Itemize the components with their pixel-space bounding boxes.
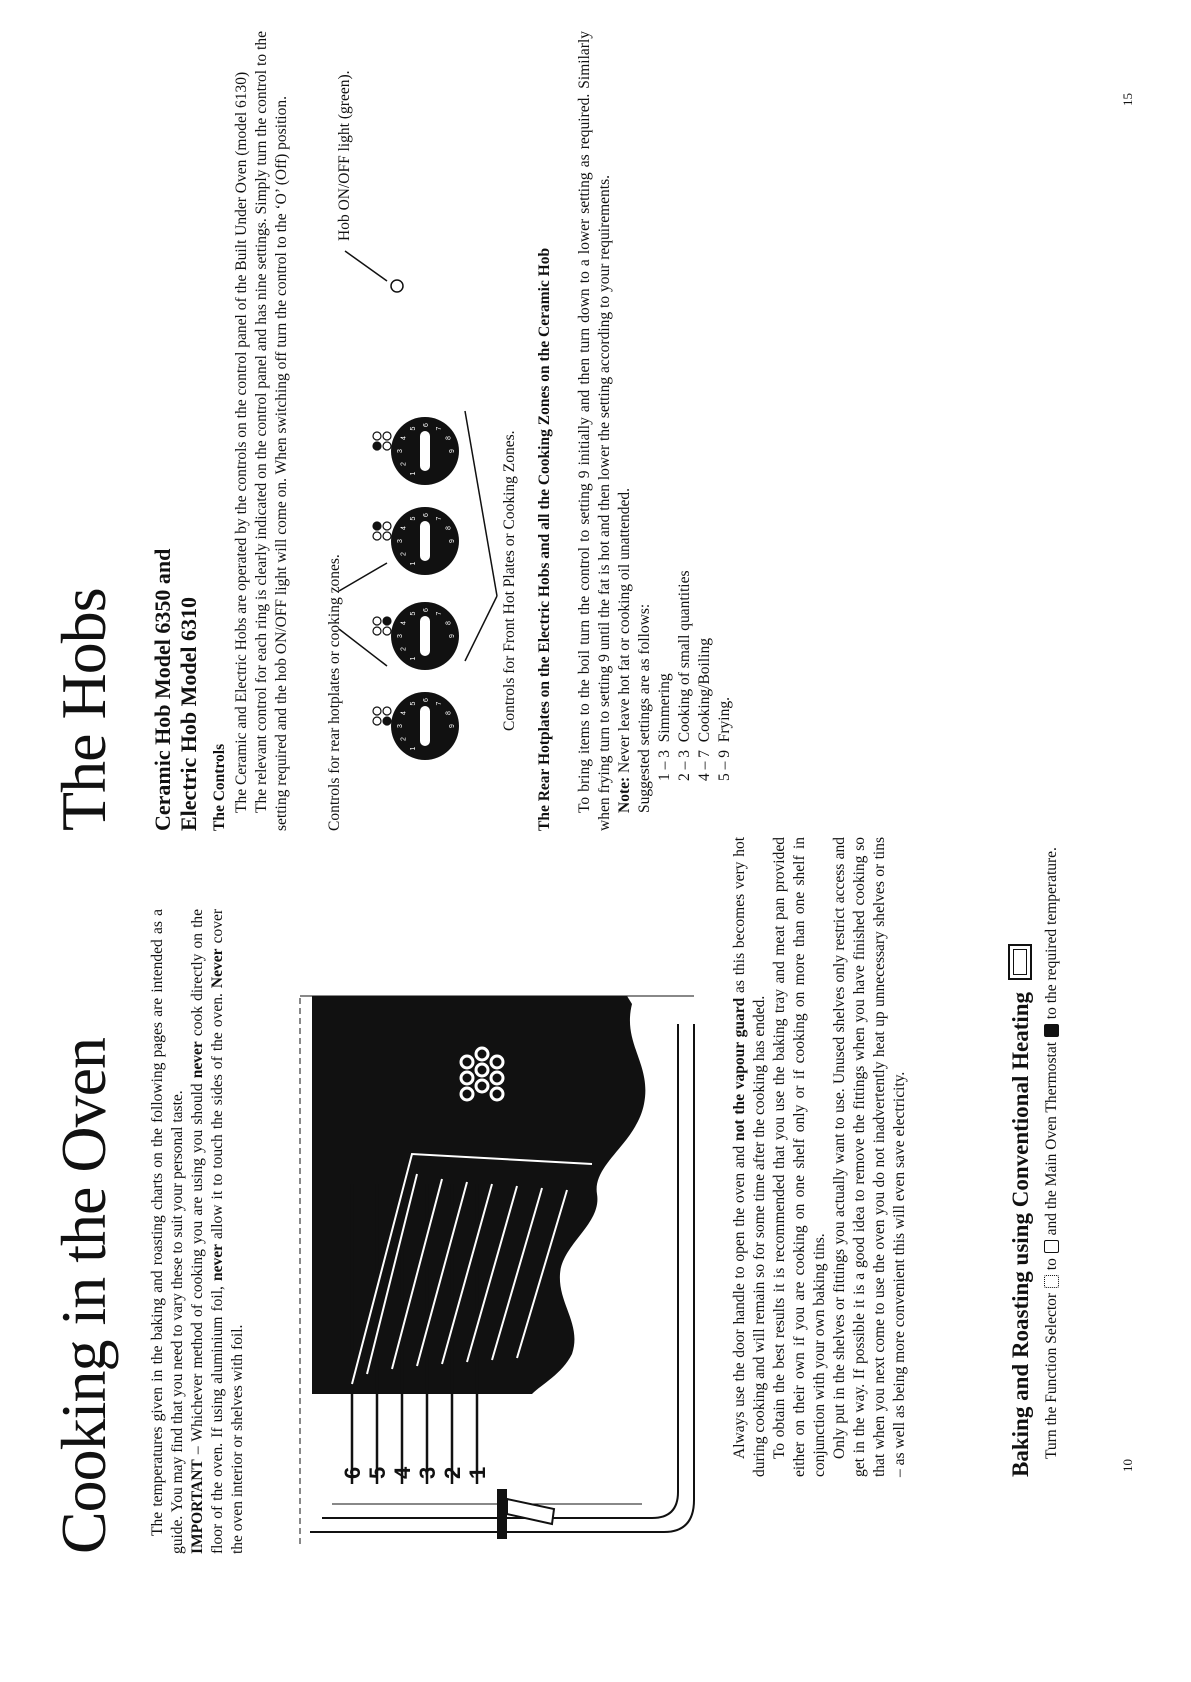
dial-number: 6 bbox=[423, 608, 430, 612]
ring-indicator-icon bbox=[383, 617, 391, 625]
dial-knob-grip bbox=[420, 431, 430, 471]
controls-heading: The Controls bbox=[211, 743, 228, 831]
shelf-number: 6 bbox=[340, 1466, 365, 1479]
page-title: Cooking in the Oven bbox=[48, 1037, 119, 1554]
dial-number: 9 bbox=[449, 634, 456, 638]
setting-item: 2 – 3 Cooking of small quantities bbox=[676, 570, 693, 781]
controls-text bbox=[232, 31, 292, 831]
on-off-light-label: Hob ON/OFF light (green). bbox=[336, 70, 353, 241]
suggested-settings-intro: Suggested settings are as follows: bbox=[636, 603, 653, 813]
note-paragraph: Note: Never leave hot fat or cooking oil unattended. bbox=[616, 488, 633, 813]
door-paragraph: Always use the door handle to open the oven and not the vapour guard as this becomes very hot during cooking and will remain so for some time after the cooking has ended. bbox=[731, 836, 768, 1477]
dial-number: 8 bbox=[445, 436, 453, 440]
ring-indicator-icon bbox=[383, 717, 391, 725]
dial-number: 3 bbox=[397, 539, 404, 543]
ring-indicator-icon bbox=[383, 442, 391, 450]
dial-number: 3 bbox=[397, 634, 404, 638]
conventional-heating-symbol-icon bbox=[1008, 944, 1032, 980]
intro-paragraph: The temperatures given in the baking and roasting charts on the following pages are intended as a guide. You may find that you need to vary these to suit your personal taste. bbox=[149, 909, 186, 1554]
dial-knob-grip bbox=[420, 706, 430, 746]
shelf-number: 1 bbox=[465, 1466, 490, 1479]
dial-number: 7 bbox=[436, 426, 443, 431]
shelf-number: 5 bbox=[365, 1466, 390, 1479]
thermostat-icon bbox=[1044, 1024, 1059, 1037]
dial-number: 9 bbox=[449, 449, 456, 453]
shelves-paragraph: Only put in the shelves or fittings you actually want to use. Unused shelves only restrict access and get in the way. If possible it is a good idea to remove the fittings when you have finished cooking so that when you next come to use the oven you do not inadvertently heat up unnecessary shelves or tins – as well as being more convenient this will even save electricity. bbox=[831, 837, 908, 1477]
dial-number: 2 bbox=[400, 647, 408, 651]
dial-number: 1 bbox=[410, 471, 417, 476]
dial-number: 4 bbox=[400, 711, 408, 715]
controls-paragraph: The Ceramic and Electric Hobs are operated by the controls on the control panel of the Built Under Oven (model 6130) bbox=[233, 71, 250, 813]
setting-item: 5 – 9 Frying. bbox=[716, 697, 733, 781]
control-dial bbox=[373, 602, 459, 670]
dial-number: 5 bbox=[410, 701, 417, 706]
dial-number: 3 bbox=[397, 449, 404, 453]
control-dial bbox=[373, 417, 459, 485]
ring-indicator-icon bbox=[383, 432, 391, 440]
dial-number: 8 bbox=[445, 621, 453, 625]
ring-indicator-icon bbox=[373, 707, 381, 715]
shelf-number: 2 bbox=[440, 1466, 465, 1479]
important-label: IMPORTANT bbox=[189, 1459, 206, 1554]
dial-number: 9 bbox=[449, 724, 456, 728]
dial-knob-grip bbox=[420, 616, 430, 656]
dial-number: 4 bbox=[400, 436, 408, 440]
dial-number: 1 bbox=[410, 746, 417, 751]
rear-controls-label: Controls for rear hotplates or cooking zones. bbox=[326, 554, 343, 831]
dial-number: 7 bbox=[436, 611, 443, 616]
dial-number: 5 bbox=[410, 426, 417, 431]
intro-text bbox=[148, 909, 248, 1554]
function-selector-icon bbox=[1044, 1275, 1059, 1288]
ring-indicator-icon bbox=[373, 442, 381, 450]
dial-number: 6 bbox=[423, 698, 430, 702]
ring-indicator-icon bbox=[373, 617, 381, 625]
page-title: The Hobs bbox=[48, 588, 119, 831]
ring-indicator-icon bbox=[383, 627, 391, 635]
dial-number: 5 bbox=[410, 611, 417, 616]
dial-number: 1 bbox=[410, 656, 417, 661]
dial-number: 2 bbox=[400, 462, 408, 466]
dial-number: 2 bbox=[400, 737, 408, 741]
ring-indicator-icon bbox=[373, 522, 381, 530]
ring-indicator-icon bbox=[383, 532, 391, 540]
dial-number: 1 bbox=[410, 561, 417, 566]
shelf-number: 3 bbox=[415, 1466, 440, 1479]
door-and-shelves-text bbox=[730, 837, 910, 1477]
control-dial bbox=[373, 692, 459, 760]
dial-number: 7 bbox=[436, 516, 443, 521]
controls-paragraph: The relevant control for each ring is clearly indicated on the control panel and has nine settings. Simply turn the control to the setting required and the hob ON/OFF light will come on. When switching off turn the control to the ‘O’ (Off) position. bbox=[253, 31, 290, 831]
dial-number: 8 bbox=[445, 711, 453, 715]
setting-item: 1 – 3 Simmering bbox=[656, 673, 673, 781]
dial-knob-grip bbox=[420, 521, 430, 561]
ring-indicator-icon bbox=[373, 717, 381, 725]
baking-instructions: Turn the Function Selector to and the Main Oven Thermostat to the required temperature. bbox=[1043, 847, 1060, 1459]
dial-number: 6 bbox=[423, 513, 430, 517]
ring-indicator-icon bbox=[383, 522, 391, 530]
rear-hotplates-text bbox=[575, 31, 655, 831]
page-number: 10 bbox=[1120, 1459, 1135, 1472]
ring-indicator-icon bbox=[373, 627, 381, 635]
hob-on-off-light-icon bbox=[391, 280, 403, 292]
page-number: 15 bbox=[1120, 93, 1135, 106]
dial-number: 2 bbox=[400, 552, 408, 556]
dial-number: 4 bbox=[400, 526, 408, 530]
rear-hotplates-heading: The Rear Hotplates on the Electric Hobs and all the Cooking Zones on the Ceramic Hob bbox=[536, 247, 553, 831]
setting-item: 4 – 7 Cooking/Boiling bbox=[696, 638, 713, 781]
dial-number: 9 bbox=[449, 539, 456, 543]
hob-models-heading: Ceramic Hob Model 6350 and Electric Hob Model 6310 bbox=[150, 548, 201, 831]
ring-indicator-icon bbox=[383, 707, 391, 715]
ring-indicator-icon bbox=[373, 432, 381, 440]
results-paragraph: To obtain the best results it is recommended that you use the baking tray and meat pan provided either on their own if you are cooking on one shelf only or if cooking on more than one shelf in conjunction with your own baking tins. bbox=[771, 837, 828, 1477]
rear-hotplates-paragraph: To bring items to the boil turn the control to setting 9 initially and then turn down to a lower setting as required. Similarly when frying turn to setting 9 until the fat is hot and then lower the setting according to your requirements. bbox=[576, 31, 613, 831]
dial-number: 5 bbox=[410, 516, 417, 521]
front-controls-label: Controls for Front Hot Plates or Cooking Zones. bbox=[501, 430, 518, 731]
dial-number: 4 bbox=[400, 621, 408, 625]
control-dials bbox=[373, 417, 459, 760]
oven-shelves-illustration bbox=[292, 984, 712, 1544]
dial-number: 6 bbox=[423, 423, 430, 427]
baking-roasting-heading: Baking and Roasting using Conventional Heating bbox=[1008, 944, 1034, 1477]
dial-number: 8 bbox=[445, 526, 453, 530]
settings-list bbox=[655, 381, 735, 781]
shelf-number: 4 bbox=[390, 1466, 415, 1479]
control-dial bbox=[373, 507, 459, 575]
left-page bbox=[0, 836, 1191, 1682]
conventional-heating-icon bbox=[1044, 1240, 1059, 1253]
dial-number: 3 bbox=[397, 724, 404, 728]
shelf-number-labels bbox=[340, 1466, 490, 1479]
ring-indicator-icon bbox=[373, 532, 381, 540]
important-paragraph: IMPORTANT – Whichever method of cooking you are using you should never cook directly on the floor of the oven. If using aluminium foil, never allow it to touch the sides of the oven. Never cover the oven interior or shelves with foil. bbox=[189, 909, 246, 1554]
dial-number: 7 bbox=[436, 701, 443, 706]
